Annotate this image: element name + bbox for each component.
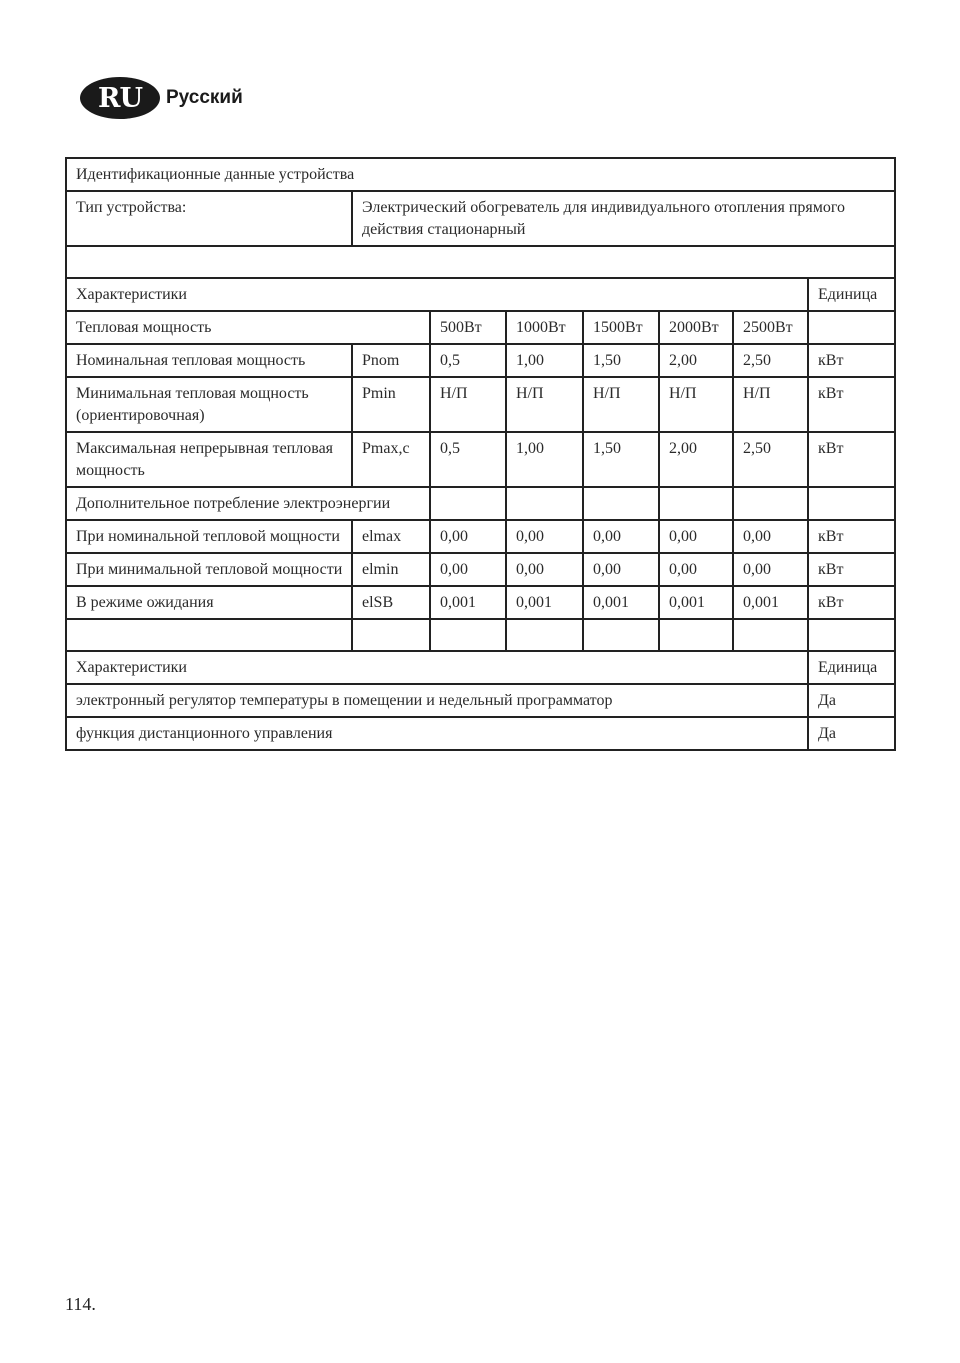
heat-output-label: Тепловая мощность xyxy=(66,311,430,344)
value-cell: 0,00 xyxy=(583,520,659,553)
section-label: Характеристики xyxy=(66,278,808,311)
feature-row xyxy=(66,717,895,750)
model-header: 1000Вт xyxy=(506,311,583,344)
section-header-row xyxy=(66,278,895,311)
empty-cell xyxy=(583,487,659,520)
value-cell: 2,00 xyxy=(659,432,733,487)
row-label: При минимальной тепловой мощности xyxy=(66,553,352,586)
empty-cell xyxy=(808,487,895,520)
value-cell: 1,50 xyxy=(583,344,659,377)
empty-cell xyxy=(659,487,733,520)
value-cell: 0,5 xyxy=(430,432,506,487)
table-row xyxy=(66,520,895,553)
model-header: 2000Вт xyxy=(659,311,733,344)
section-header-row xyxy=(66,651,895,684)
feature-value: Да xyxy=(808,717,895,750)
empty-cell xyxy=(808,311,895,344)
row-label: Номинальная тепловая мощность xyxy=(66,344,352,377)
value-cell: 0,001 xyxy=(506,586,583,619)
row-symbol: elmax xyxy=(352,520,430,553)
spacer-row xyxy=(66,619,895,651)
value-cell: Н/П xyxy=(506,377,583,432)
value-cell: 0,00 xyxy=(733,553,808,586)
unit-cell: кВт xyxy=(808,586,895,619)
table-title: Идентификационные данные устройства xyxy=(66,158,895,191)
feature-label: функция дистанционного управления xyxy=(66,717,808,750)
row-label: В режиме ожидания xyxy=(66,586,352,619)
table-row xyxy=(66,432,895,487)
model-header: 1500Вт xyxy=(583,311,659,344)
value-cell: 0,00 xyxy=(506,553,583,586)
aux-consumption-label: Дополнительное потребление электроэнергии xyxy=(66,487,430,520)
device-type-value: Электрический обогреватель для индивидуального отопления прямого действия стационарный xyxy=(352,191,895,246)
unit-header: Единица xyxy=(808,278,895,311)
row-label: Максимальная непрерывная тепловая мощность xyxy=(66,432,352,487)
value-cell: Н/П xyxy=(659,377,733,432)
value-cell: 0,001 xyxy=(430,586,506,619)
section-label: Характеристики xyxy=(66,651,808,684)
empty-cell xyxy=(733,487,808,520)
table-row xyxy=(66,553,895,586)
value-cell: 1,00 xyxy=(506,344,583,377)
value-cell: 1,50 xyxy=(583,432,659,487)
unit-cell: кВт xyxy=(808,553,895,586)
language-label: Русский xyxy=(166,87,243,108)
device-type-label: Тип устройства: xyxy=(66,191,352,246)
aux-consumption-row xyxy=(66,487,895,520)
unit-cell: кВт xyxy=(808,377,895,432)
row-symbol: elSB xyxy=(352,586,430,619)
row-symbol: Pmin xyxy=(352,377,430,432)
row-symbol: Pnom xyxy=(352,344,430,377)
model-header: 500Вт xyxy=(430,311,506,344)
feature-value: Да xyxy=(808,684,895,717)
value-cell: 0,00 xyxy=(430,553,506,586)
unit-cell: кВт xyxy=(808,344,895,377)
model-header: 2500Вт xyxy=(733,311,808,344)
value-cell: 2,00 xyxy=(659,344,733,377)
value-cell: 0,00 xyxy=(659,520,733,553)
value-cell: 0,001 xyxy=(659,586,733,619)
row-symbol: Pmax,c xyxy=(352,432,430,487)
value-cell: 2,50 xyxy=(733,432,808,487)
heat-output-row xyxy=(66,311,895,344)
unit-cell: кВт xyxy=(808,432,895,487)
row-symbol: elmin xyxy=(352,553,430,586)
value-cell: 0,00 xyxy=(583,553,659,586)
value-cell: 0,00 xyxy=(659,553,733,586)
value-cell: 0,00 xyxy=(733,520,808,553)
empty-cell xyxy=(506,487,583,520)
title-row xyxy=(66,158,895,191)
spacer-row xyxy=(66,246,895,278)
value-cell: 0,00 xyxy=(430,520,506,553)
value-cell: 0,001 xyxy=(733,586,808,619)
page-number: 114. xyxy=(65,1294,96,1314)
value-cell: 0,001 xyxy=(583,586,659,619)
empty-cell xyxy=(430,487,506,520)
ru-language-badge: RU xyxy=(80,77,160,119)
row-label: При номинальной тепловой мощности xyxy=(66,520,352,553)
value-cell: Н/П xyxy=(430,377,506,432)
unit-cell: кВт xyxy=(808,520,895,553)
value-cell: 2,50 xyxy=(733,344,808,377)
device-type-row xyxy=(66,191,895,246)
table-row xyxy=(66,586,895,619)
value-cell: Н/П xyxy=(583,377,659,432)
device-spec-table xyxy=(65,157,896,751)
table-row xyxy=(66,344,895,377)
language-header xyxy=(80,77,243,119)
table-row xyxy=(66,377,895,432)
feature-row xyxy=(66,684,895,717)
value-cell: 1,00 xyxy=(506,432,583,487)
row-label: Минимальная тепловая мощность (ориентировочная) xyxy=(66,377,352,432)
feature-label: электронный регулятор температуры в помещении и недельный программатор xyxy=(66,684,808,717)
value-cell: Н/П xyxy=(733,377,808,432)
unit-header: Единица xyxy=(808,651,895,684)
value-cell: 0,00 xyxy=(506,520,583,553)
value-cell: 0,5 xyxy=(430,344,506,377)
